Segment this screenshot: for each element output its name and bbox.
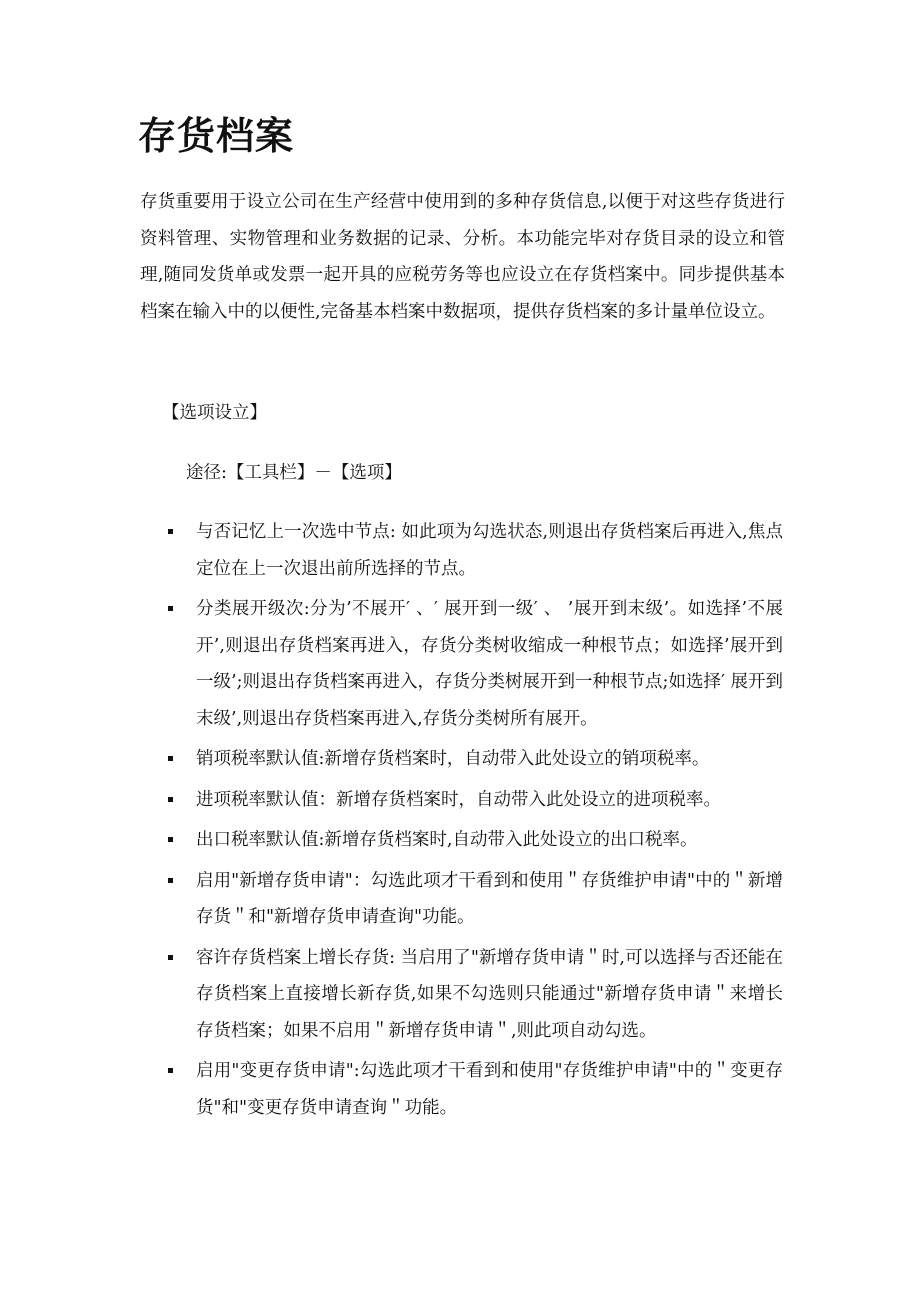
list-item-text: 出口税率默认值:新增存货档案时,自动带入此处设立的出口税率。: [196, 830, 698, 850]
bullet-icon: [168, 878, 173, 883]
menu-path: 途径:【工具栏】－【选项】: [186, 463, 402, 483]
bullet-icon: [168, 529, 173, 534]
list-item-text: 分类展开级次:分为’不展开′ 、′ 展开到一级′ 、 ’展开到末级’。如选择’不展开’,则退出存货档案再进入，存货分类树收缩成一种根节点；如选择’展开到一级’;则退出存货档案再进入，存货分类树展开到一种根节点;如选择′ 展开到末级’,则退出存货档案再进入,存货分类树所有展开。: [196, 599, 783, 729]
bullet-icon: [168, 606, 173, 611]
list-item: [168, 1053, 783, 1126]
bullet-icon: [168, 797, 173, 802]
list-item: [168, 782, 783, 819]
list-item: [168, 514, 783, 587]
list-item-text: 与否记忆上一次选中节点: 如此项为勾选状态,则退出存货档案后再进入,焦点定位在上一次退出前所选择的节点。: [196, 522, 783, 579]
page-title: 存货档案: [138, 113, 295, 158]
list-item: [168, 940, 783, 1050]
list-item-text: 容许存货档案上增长存货: 当启用了"新增存货申请＂时,可以选择与否还能在存货档案上直接增长新存货,如果不勾选则只能通过"新增存货申请＂来增长存货档案；如果不启用＂新增存货申请＂,则此项自动勾选。: [196, 947, 783, 1041]
list-item: [168, 863, 783, 936]
list-item: [168, 591, 783, 737]
list-item-text: 进项税率默认值：新增存货档案时，自动带入此处设立的进项税率。: [196, 789, 721, 810]
bullet-icon: [168, 955, 173, 960]
intro-paragraph: 存货重要用于设立公司在生产经营中使用到的多种存货信息,以便于对这些存货进行资料管理、实物管理和业务数据的记录、分析。本功能完毕对存货目录的设立和管理,随同发货单或发票一起开具的应税劳务等也应设立在存货档案中。同步提供基本档案在输入中的以便性,完备基本档案中数据项，提供存货档案的多计量单位设立。: [140, 192, 785, 322]
list-item-text: 销项税率默认值:新增存货档案时，自动带入此处设立的销项税率。: [196, 749, 710, 769]
bullet-icon: [168, 1068, 173, 1073]
list-item-text: 启用"变更存货申请":勾选此项才干看到和使用"存货维护申请"中的＂变更存货"和"变更存货申请查询＂功能。: [196, 1061, 783, 1118]
list-item: [168, 822, 783, 859]
options-list: [168, 514, 783, 1130]
bullet-icon: [168, 756, 173, 761]
list-item: [168, 741, 783, 778]
bullet-icon: [168, 837, 173, 842]
list-item-text: 启用"新增存货申请"：勾选此项才干看到和使用＂存货维护申请"中的＂新增存货＂和"新增存货申请查询"功能。: [196, 870, 783, 927]
section-label-options: 【选项设立】: [162, 403, 267, 423]
